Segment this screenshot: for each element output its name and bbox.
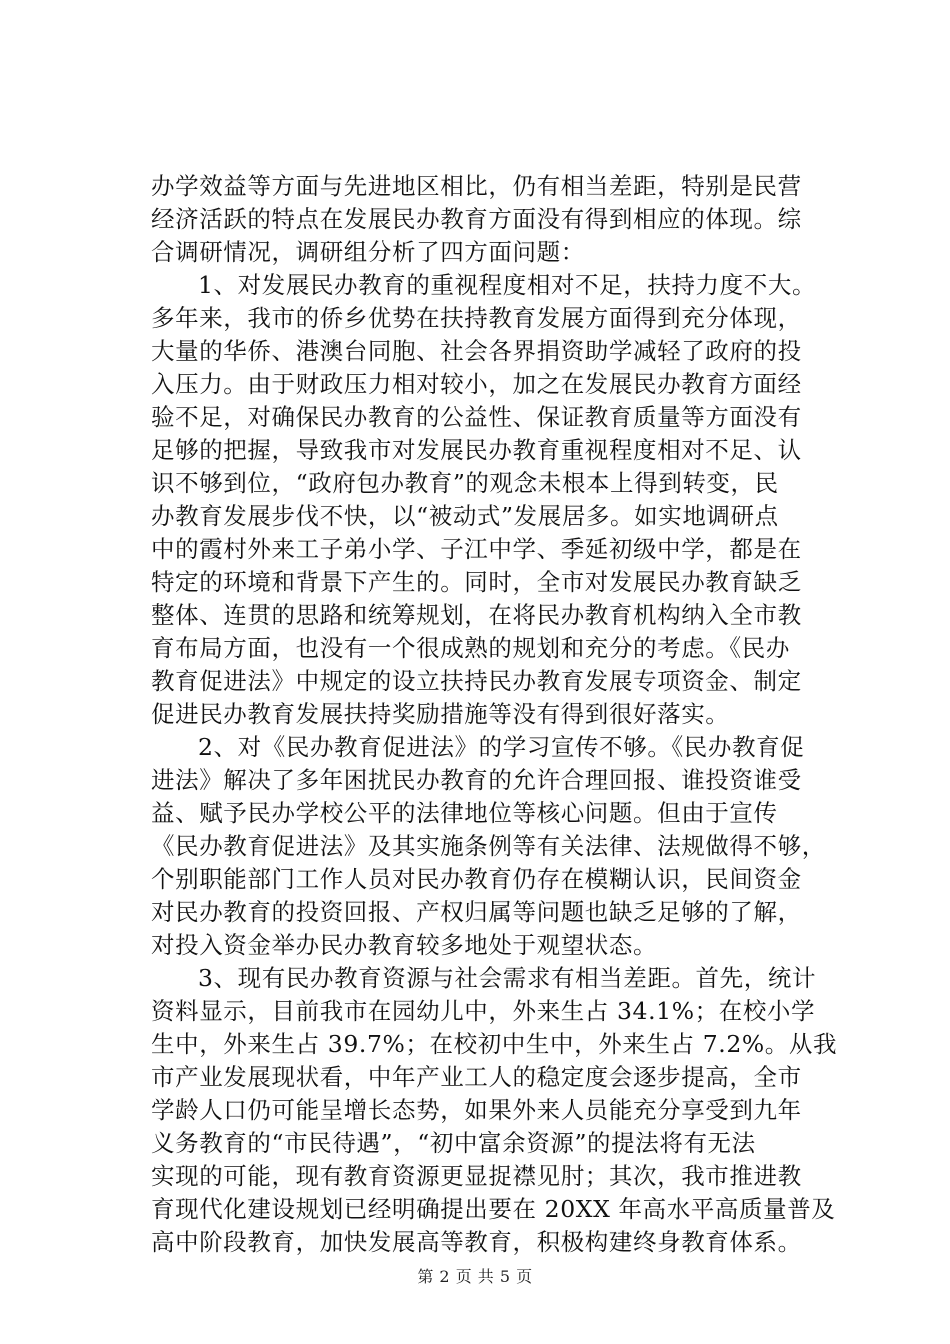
text-line: 《民办教育促进法》及其实施条例等有关法律、法规做得不够， [151,832,826,860]
text-line: 整体、连贯的思路和统筹规划，在将民办教育机构纳入全市教 [151,601,802,629]
text-line: 足够的把握，导致我市对发展民办教育重视程度相对不足、认 [151,436,802,464]
text-line: 进法》解决了多年困扰民办教育的允许合理回报、谁投资谁受 [151,766,802,794]
paragraph-first-line: 2、对《民办教育促进法》的学习宣传不够。《民办教育促 [198,733,805,761]
text-line: 益、赋予民办学校公平的法律地位等核心问题。但由于宣传 [151,799,778,827]
text-line: 高中阶段教育，加快发展高等教育，积极构建终身教育体系。 [151,1228,802,1256]
text-line: 入压力。由于财政压力相对较小，加之在发展民办教育方面经 [151,370,802,398]
text-line: 育现代化建设规划已经明确提出要在 20XX 年高水平高质量普及 [151,1195,836,1223]
text-line: 办学效益等方面与先进地区相比，仍有相当差距，特别是民营 [151,172,802,200]
text-line: 中的霞村外来工子弟小学、子江中学、季延初级中学，都是在 [151,535,802,563]
text-line: 办教育发展步伐不快，以“被动式”发展居多。如实地调研点 [151,502,779,530]
text-line: 识不够到位，“政府包办教育”的观念未根本上得到转变，民 [151,469,779,497]
document-body [151,170,851,1259]
text-line: 大量的华侨、港澳台同胞、社会各界捐资助学减轻了政府的投 [151,337,802,365]
text-line: 学龄人口仍可能呈增长态势，如果外来人员能充分享受到九年 [151,1096,802,1124]
paragraph-first-line: 1、对发展民办教育的重视程度相对不足，扶持力度不大。 [198,271,817,299]
text-line: 个别职能部门工作人员对民办教育仍存在模糊认识，民间资金 [151,865,802,893]
text-line: 促进民办教育发展扶持奖励措施等没有得到很好落实。 [151,700,730,728]
text-line: 教育促进法》中规定的设立扶持民办教育发展专项资金、制定 [151,667,802,695]
text-line: 验不足，对确保民办教育的公益性、保证教育质量等方面没有 [151,403,802,431]
text-line: 市产业发展现状看，中年产业工人的稳定度会逐步提高，全市 [151,1063,802,1091]
text-line: 经济活跃的特点在发展民办教育方面没有得到相应的体现。综 [151,205,802,233]
text-line: 育布局方面，也没有一个很成熟的规划和充分的考虑。《民办 [151,634,790,662]
text-line: 对民办教育的投资回报、产权归属等问题也缺乏足够的了解， [151,898,802,926]
text-line: 生中，外来生占 39.7%；在校初中生中，外来生占 7.2%。从我 [151,1030,838,1058]
paragraph-first-line: 3、现有民办教育资源与社会需求有相当差距。首先，统计 [198,964,817,992]
text-line: 实现的可能，现有教育资源更显捉襟见肘；其次，我市推进教 [151,1162,802,1190]
text-line: 多年来，我市的侨乡优势在扶持教育发展方面得到充分体现， [151,304,802,332]
text-line: 合调研情况，调研组分析了四方面问题： [151,238,585,266]
text-line: 特定的环境和背景下产生的。同时，全市对发展民办教育缺乏 [151,568,802,596]
text-line: 对投入资金举办民办教育较多地处于观望状态。 [151,931,658,959]
text-line: 义务教育的“市民待遇”，“初中富余资源”的提法将有无法 [151,1129,756,1157]
page-footer: 第 2 页 共 5 页 [417,1267,533,1286]
text-line: 资料显示，目前我市在园幼儿中，外来生占 34.1%；在校小学 [151,997,816,1025]
